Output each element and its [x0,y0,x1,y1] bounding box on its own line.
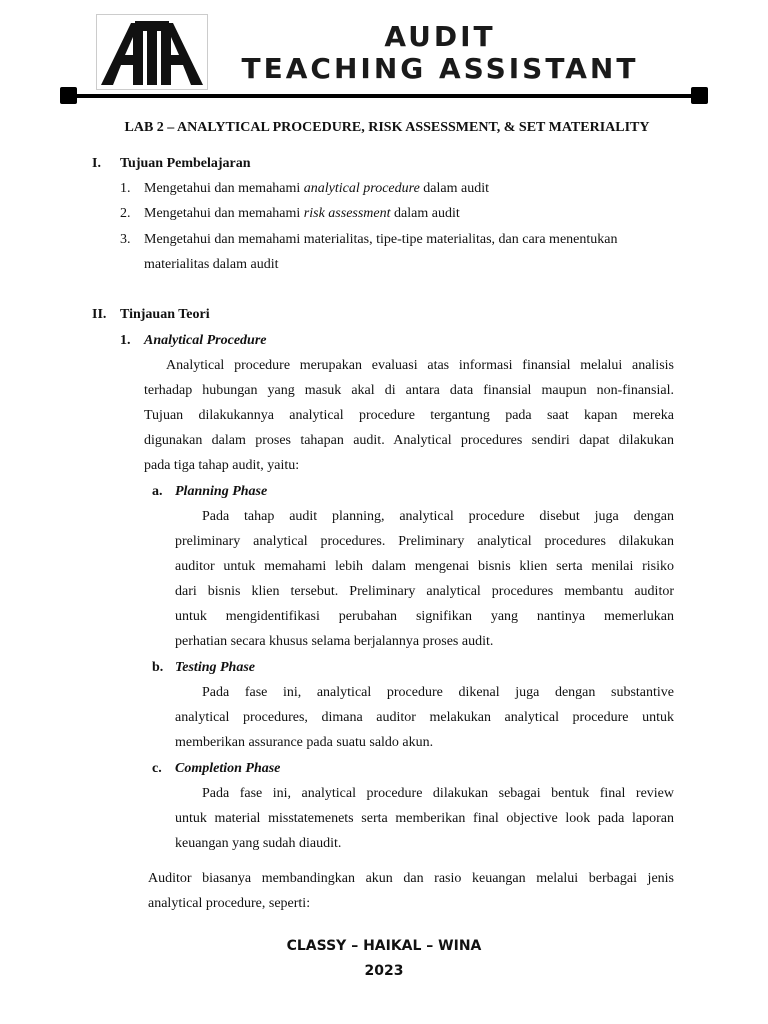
phase-letter: a. [152,484,163,499]
header-rule-cap-right [691,87,708,104]
list-item: Mengetahui dan memahami materialitas, tipe-tipe materialitas, dan cara menentukan [144,232,618,247]
list-item-number: 2. [120,206,131,221]
section-heading: Tinjauan Teori [120,307,210,322]
paragraph-line: untuk mengidentifikasi perubahan signifikan yang nantinya memerlukan [175,609,674,624]
paragraph-line: auditor untuk memahami lebih dalam mengenai bisnis klien serta menilai risiko [175,559,674,574]
section-number: II. [92,307,107,322]
subsection-number: 1. [120,333,131,348]
paragraph-line: analytical procedure, seperti: [148,896,311,911]
paragraph-line: Tujuan dilakukannya analytical procedure tergantung pada saat kapan mereka [144,408,674,423]
section-number: I. [92,156,101,171]
phase-heading: Planning Phase [175,484,268,499]
header-rule [66,94,706,98]
section-heading: Tujuan Pembelajaran [120,156,251,171]
ata-logo [96,14,208,90]
paragraph-line: Pada fase ini, analytical procedure dikenal juga dengan substantive [202,685,674,700]
paragraph-line: Analytical procedure merupakan evaluasi atas informasi finansial melalui analisis [166,358,674,373]
paragraph-line: Pada fase ini, analytical procedure dilakukan sebagai bentuk final review [202,786,674,801]
list-item-number: 1. [120,181,131,196]
paragraph-line: Auditor biasanya membandingkan akun dan rasio keuangan melalui berbagai jenis [148,871,674,886]
brand-title-line2: TEACHING ASSISTANT [241,52,639,85]
paragraph-line: terhadap hubungan yang masuk akal di antara data finansial maupun non-finansial. [144,383,674,398]
paragraph-line: preliminary analytical procedures. Preliminary analytical procedures dilakukan [175,534,674,549]
list-item-continuation: materialitas dalam audit [144,257,279,272]
phase-heading: Completion Phase [175,761,281,776]
paragraph-line: untuk material misstatemenets serta memberikan final objective look pada laporan [175,811,674,826]
paragraph-line: keuangan yang sudah diaudit. [175,836,342,851]
paragraph-line: digunakan dalam proses tahapan audit. Analytical procedures sendiri dapat dilakukan [144,433,674,448]
document-title: LAB 2 – ANALYTICAL PROCEDURE, RISK ASSESSMENT, & SET MATERIALITY [124,120,650,135]
subsection-heading: Analytical Procedure [144,333,267,348]
paragraph-line: analytical procedures, dimana auditor melakukan analytical procedure untuk [175,710,674,725]
brand-title-line1: AUDIT [384,20,496,53]
paragraph-line: dari bisnis klien tersebut. Preliminary analytical procedures membantu auditor [175,584,674,599]
footer-authors: CLASSY – HAIKAL – WINA [286,938,482,954]
phase-letter: b. [152,660,164,675]
phase-letter: c. [152,761,162,776]
paragraph-line: perhatian secara khusus selama berjalannya proses audit. [175,634,494,649]
list-item: Mengetahui dan memahami risk assessment dalam audit [144,206,460,221]
footer-year: 2023 [364,963,404,979]
paragraph-line: Pada tahap audit planning, analytical procedure disebut juga dengan [202,509,674,524]
list-item-number: 3. [120,232,131,247]
paragraph-line: pada tiga tahap audit, yaitu: [144,458,300,473]
ata-logo-mark [97,15,207,89]
header-rule-cap-left [60,87,77,104]
paragraph-line: memberikan assurance pada suatu saldo akun. [175,735,434,750]
phase-heading: Testing Phase [175,660,255,675]
list-item: Mengetahui dan memahami analytical procedure dalam audit [144,181,489,196]
